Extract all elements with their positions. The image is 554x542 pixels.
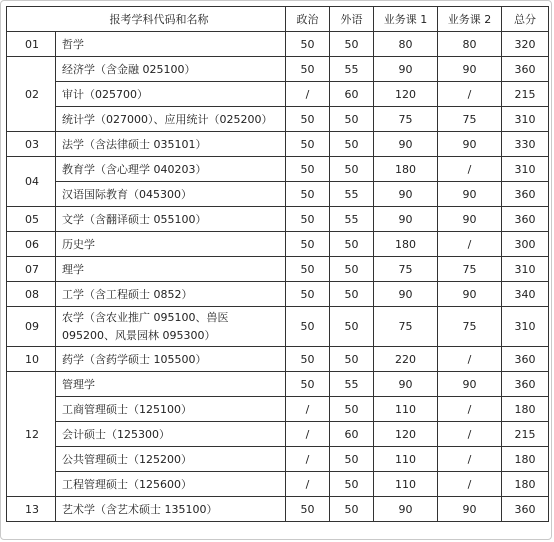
header-row (7, 7, 549, 32)
subject-name-cell: 管理学 (56, 372, 286, 397)
foreign-language-cell: 55 (330, 182, 374, 207)
total-cell: 360 (502, 207, 549, 232)
politics-cell: 50 (286, 257, 330, 282)
subject-name-cell: 汉语国际教育（045300） (56, 182, 286, 207)
politics-cell: / (286, 82, 330, 107)
course-1-cell: 120 (374, 422, 438, 447)
table-row (7, 182, 549, 207)
subject-name-cell: 历史学 (56, 232, 286, 257)
header-subject: 报考学科代码和名称 (7, 7, 286, 32)
subject-name-cell: 药学（含药学硕士 105500） (56, 347, 286, 372)
subject-name-cell: 农学（含农业推广 095100、兽医 095200、风景园林 095300） (56, 307, 286, 347)
course-1-cell: 180 (374, 232, 438, 257)
total-cell: 310 (502, 257, 549, 282)
subject-name-cell: 审计（025700） (56, 82, 286, 107)
course-1-cell: 80 (374, 32, 438, 57)
header-total: 总分 (502, 7, 549, 32)
total-cell: 300 (502, 232, 549, 257)
foreign-language-cell: 50 (330, 107, 374, 132)
table-row (7, 472, 549, 497)
table-row (7, 157, 549, 182)
subject-code-cell: 05 (7, 207, 56, 232)
course-2-cell: 90 (438, 182, 502, 207)
total-cell: 360 (502, 182, 549, 207)
course-1-cell: 220 (374, 347, 438, 372)
politics-cell: 50 (286, 182, 330, 207)
table-row (7, 397, 549, 422)
politics-cell: 50 (286, 372, 330, 397)
total-cell: 360 (502, 497, 549, 522)
politics-cell: 50 (286, 57, 330, 82)
foreign-language-cell: 50 (330, 397, 374, 422)
total-cell: 340 (502, 282, 549, 307)
subject-code-cell: 08 (7, 282, 56, 307)
politics-cell: 50 (286, 132, 330, 157)
politics-cell: 50 (286, 282, 330, 307)
course-1-cell: 110 (374, 447, 438, 472)
total-cell: 360 (502, 347, 549, 372)
score-table (6, 6, 549, 522)
foreign-language-cell: 50 (330, 307, 374, 347)
foreign-language-cell: 50 (330, 32, 374, 57)
header-politics: 政治 (286, 7, 330, 32)
total-cell: 180 (502, 397, 549, 422)
politics-cell: 50 (286, 107, 330, 132)
course-2-cell: 90 (438, 282, 502, 307)
course-1-cell: 75 (374, 307, 438, 347)
course-2-cell: 90 (438, 57, 502, 82)
course-1-cell: 110 (374, 397, 438, 422)
subject-name-cell: 工程管理硕士（125600） (56, 472, 286, 497)
course-2-cell: / (438, 82, 502, 107)
course-2-cell: / (438, 472, 502, 497)
total-cell: 180 (502, 447, 549, 472)
course-1-cell: 75 (374, 107, 438, 132)
politics-cell: 50 (286, 207, 330, 232)
subject-code-cell: 01 (7, 32, 56, 57)
course-1-cell: 90 (374, 207, 438, 232)
subject-name-cell: 会计硕士（125300） (56, 422, 286, 447)
course-2-cell: 75 (438, 307, 502, 347)
table-row (7, 82, 549, 107)
table-row (7, 497, 549, 522)
foreign-language-cell: 50 (330, 132, 374, 157)
table-row (7, 257, 549, 282)
subject-code-cell: 03 (7, 132, 56, 157)
course-2-cell: / (438, 157, 502, 182)
subject-name-cell: 教育学（含心理学 040203） (56, 157, 286, 182)
course-2-cell: / (438, 232, 502, 257)
table-row (7, 347, 549, 372)
table-body (7, 32, 549, 522)
course-2-cell: 75 (438, 257, 502, 282)
politics-cell: 50 (286, 307, 330, 347)
table-row (7, 282, 549, 307)
subject-name-cell: 艺术学（含艺术硕士 135100） (56, 497, 286, 522)
total-cell: 360 (502, 57, 549, 82)
table-row (7, 447, 549, 472)
politics-cell: / (286, 447, 330, 472)
foreign-language-cell: 50 (330, 347, 374, 372)
foreign-language-cell: 50 (330, 497, 374, 522)
table-row (7, 232, 549, 257)
course-1-cell: 90 (374, 282, 438, 307)
foreign-language-cell: 50 (330, 447, 374, 472)
total-cell: 310 (502, 107, 549, 132)
subject-name-cell: 公共管理硕士（125200） (56, 447, 286, 472)
course-2-cell: 75 (438, 107, 502, 132)
politics-cell: 50 (286, 347, 330, 372)
course-1-cell: 180 (374, 157, 438, 182)
foreign-language-cell: 50 (330, 472, 374, 497)
subject-code-cell: 10 (7, 347, 56, 372)
politics-cell: 50 (286, 232, 330, 257)
subject-code-cell: 13 (7, 497, 56, 522)
subject-code-cell: 02 (7, 57, 56, 132)
table-row (7, 32, 549, 57)
course-1-cell: 90 (374, 497, 438, 522)
subject-code-cell: 06 (7, 232, 56, 257)
foreign-language-cell: 50 (330, 232, 374, 257)
table-row (7, 422, 549, 447)
table-row (7, 207, 549, 232)
header-course-2: 业务课 2 (438, 7, 502, 32)
total-cell: 330 (502, 132, 549, 157)
course-2-cell: 90 (438, 372, 502, 397)
subject-name-cell: 理学 (56, 257, 286, 282)
politics-cell: / (286, 472, 330, 497)
foreign-language-cell: 60 (330, 422, 374, 447)
table-row (7, 132, 549, 157)
course-2-cell: / (438, 397, 502, 422)
subject-name-cell: 经济学（含金融 025100） (56, 57, 286, 82)
course-1-cell: 90 (374, 372, 438, 397)
header-course-1: 业务课 1 (374, 7, 438, 32)
total-cell: 310 (502, 157, 549, 182)
foreign-language-cell: 50 (330, 282, 374, 307)
subject-name-cell: 统计学（027000）、应用统计（025200） (56, 107, 286, 132)
course-1-cell: 90 (374, 132, 438, 157)
subject-code-cell: 04 (7, 157, 56, 207)
total-cell: 215 (502, 82, 549, 107)
course-1-cell: 90 (374, 57, 438, 82)
politics-cell: / (286, 397, 330, 422)
course-1-cell: 120 (374, 82, 438, 107)
politics-cell: 50 (286, 157, 330, 182)
table-row (7, 307, 549, 347)
subject-code-cell: 09 (7, 307, 56, 347)
subject-name-cell: 文学（含翻译硕士 055100） (56, 207, 286, 232)
total-cell: 360 (502, 372, 549, 397)
subject-name-cell: 工商管理硕士（125100） (56, 397, 286, 422)
header-foreign-language: 外语 (330, 7, 374, 32)
foreign-language-cell: 50 (330, 157, 374, 182)
course-2-cell: 90 (438, 207, 502, 232)
course-1-cell: 90 (374, 182, 438, 207)
foreign-language-cell: 55 (330, 57, 374, 82)
total-cell: 320 (502, 32, 549, 57)
foreign-language-cell: 55 (330, 372, 374, 397)
course-2-cell: / (438, 347, 502, 372)
total-cell: 180 (502, 472, 549, 497)
foreign-language-cell: 50 (330, 257, 374, 282)
course-2-cell: 90 (438, 132, 502, 157)
subject-code-cell: 12 (7, 372, 56, 497)
foreign-language-cell: 55 (330, 207, 374, 232)
subject-name-cell: 法学（含法律硕士 035101） (56, 132, 286, 157)
course-2-cell: 90 (438, 497, 502, 522)
course-2-cell: 80 (438, 32, 502, 57)
table-row (7, 57, 549, 82)
course-2-cell: / (438, 422, 502, 447)
foreign-language-cell: 60 (330, 82, 374, 107)
politics-cell: / (286, 422, 330, 447)
subject-name-cell: 工学（含工程硕士 0852） (56, 282, 286, 307)
course-2-cell: / (438, 447, 502, 472)
politics-cell: 50 (286, 32, 330, 57)
course-1-cell: 75 (374, 257, 438, 282)
subject-code-cell: 07 (7, 257, 56, 282)
table-row (7, 107, 549, 132)
course-1-cell: 110 (374, 472, 438, 497)
subject-name-cell: 哲学 (56, 32, 286, 57)
total-cell: 310 (502, 307, 549, 347)
table-row (7, 372, 549, 397)
politics-cell: 50 (286, 497, 330, 522)
total-cell: 215 (502, 422, 549, 447)
